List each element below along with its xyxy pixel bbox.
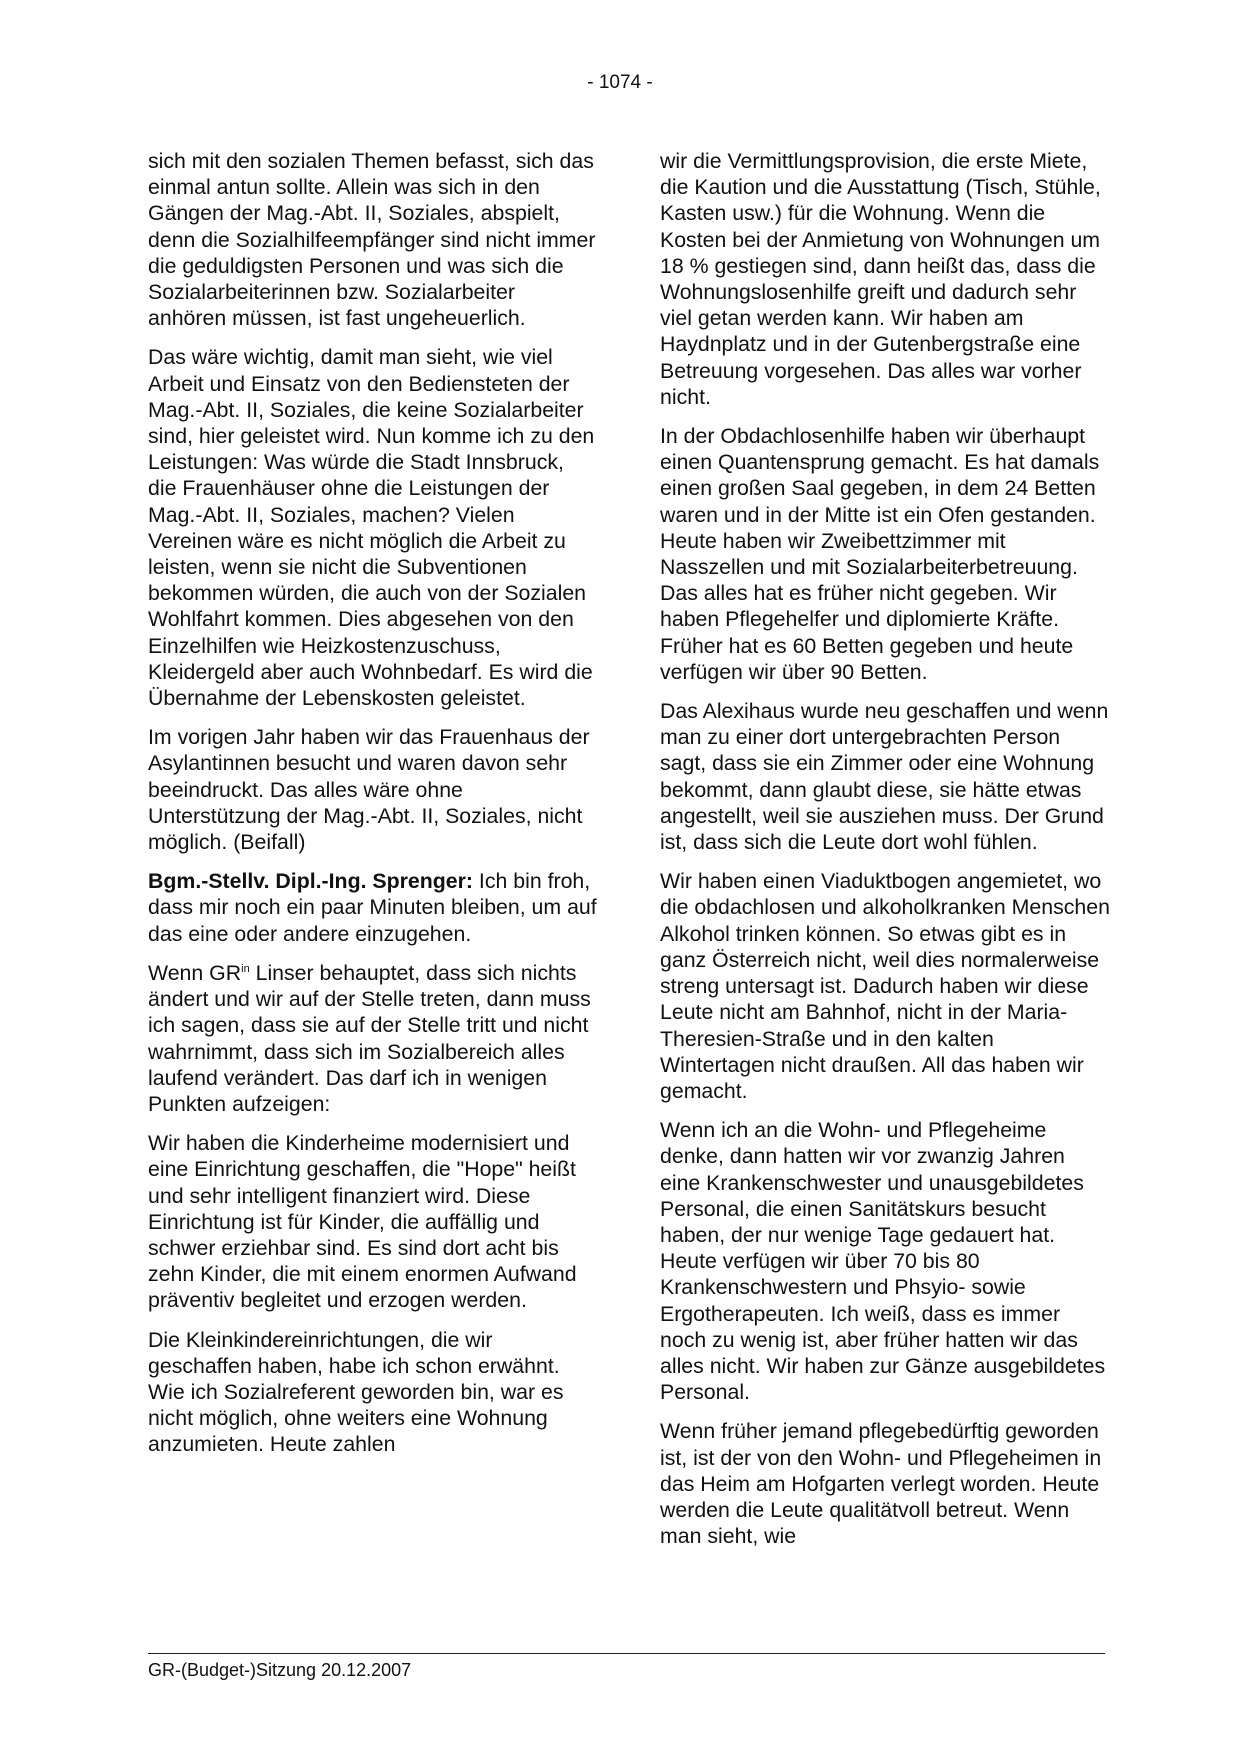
paragraph: Wir haben einen Viaduktbogen angemietet, wo die obdachlosen und alkoholkranken Menschen Alkohol trinken können. So etwas gibt es in ganz Österreich nicht, weil dies normalerweise streng untersagt ist. Dadurch haben wir diese Leute nicht am Bahnhof, nicht in der Maria-Theresien-Straße und in den kalten Wintertagen nicht draußen. All das haben wir gemacht.	[660, 869, 1110, 1103]
paragraph-text-start: Wenn GR	[148, 960, 242, 985]
paragraph: In der Obdachlosenhilfe haben wir überhaupt einen Quantensprung gemacht. Es hat damals einen großen Saal gegeben, in dem 24 Betten waren und in der Mitte ist ein Ofen gestanden. Heute haben wir Zweibettzimmer mit Nasszellen und mit Sozialarbeiterbetreuung. Das alles hat es früher nicht gegeben. Wir haben Pflegehelfer und diplomierte Kräfte. Früher hat es 60 Betten gegeben und heute verfügen wir über 90 Betten.	[660, 424, 1100, 684]
page-number: - 1074 -	[587, 72, 653, 93]
paragraph: Das wäre wichtig, damit man sieht, wie viel Arbeit und Einsatz von den Bediensteten der Mag.-Abt. II, Soziales, die keine Sozialarbeiter sind, hier geleistet wird. Nun komme ich zu den Leistungen: Was würde die Stadt Innsbruck, die Frauenhäuser ohne die Leistungen der Mag.-Abt. II, Soziales, machen? Vielen Vereinen wäre es nicht möglich die Arbeit zu leisten, wenn sie nicht die Subventionen bekommen würden, die auch von der Sozialen Wohlfahrt kommen. Dies abgesehen von den Einzelhilfen wie Heizkostenzuschuss, Kleidergeld aber auch Wohnbedarf. Es wird die Übernahme der Lebenskosten geleistet.	[148, 345, 595, 711]
superscript: in	[241, 962, 250, 975]
paragraph: Wir haben die Kinderheime modernisiert und eine Einrichtung geschaffen, die "Hope" heißt und sehr intelligent finanziert wird. Diese Einrichtung ist für Kinder, die auffällig und schwer erziehbar sind. Es sind dort acht bis zehn Kinder, die mit einem enormen Aufwand präventiv begleitet und erzogen werden.	[148, 1131, 577, 1313]
paragraph: Das Alexihaus wurde neu geschaffen und wenn man zu einer dort untergebrachten Person sagt, dass sie ein Zimmer oder eine Wohnung bekommt, dann glaubt diese, sie hätte etwas angestellt, weil sie ausziehen muss. Der Grund ist, dass sich die Leute dort wohl fühlen.	[660, 699, 1109, 855]
left-column	[148, 148, 598, 1471]
speaker-name: Bgm.-Stellv. Dipl.-Ing. Sprenger:	[148, 869, 473, 894]
paragraph: Die Kleinkindereinrichtungen, die wir geschaffen haben, habe ich schon erwähnt. Wie ich Sozialreferent geworden bin, war es nicht möglich, ohne weiters eine Wohnung anzumieten. Heute zahlen	[148, 1327, 564, 1457]
speaker-paragraph	[148, 868, 598, 947]
paragraph: Im vorigen Jahr haben wir das Frauenhaus der Asylantinnen besucht und waren davon sehr beeindruckt. Das alles wäre ohne Unterstützung der Mag.-Abt. II, Soziales, nicht möglich. (Beifall)	[148, 725, 590, 855]
paragraph: sich mit den sozialen Themen befasst, sich das einmal antun sollte. Allein was sich in den Gängen der Mag.-Abt. II, Soziales, abspielt, denn die Sozialhilfeempfänger sind nicht immer die geduldigsten Personen und was sich die Sozialarbeiterinnen bzw. Sozialarbeiter anhören müssen, ist fast ungeheuerlich.	[148, 149, 596, 331]
paragraph: Wenn ich an die Wohn- und Pflegeheime denke, dann hatten wir vor zwanzig Jahren eine Krankenschwester und unausgebildetes Personal, die einen Sanitätskurs besucht haben, der nur wenige Tage gedauert hat. Heute verfügen wir über 70 bis 80 Krankenschwestern und Phsyio- sowie Ergotherapeuten. Ich weiß, dass es immer noch zu wenig ist, aber früher hatten wir das alles nicht. Wir haben zur Gänze ausgebildetes Personal.	[660, 1118, 1106, 1405]
paragraph-text-rest: Linser behauptet, dass sich nichts ändert und wir auf der Stelle treten, dann muss ich sagen, dass sie auf der Stelle tritt und nicht wahrnimmt, dass sich im Sozialbereich alles laufend verändert. Das darf ich in wenigen Punkten aufzeigen:	[148, 960, 591, 1116]
paragraph: Wenn früher jemand pflegebedürftig geworden ist, ist der von den Wohn- und Pflegeheimen in das Heim am Hofgarten verlegt worden. Heute werden die Leute qualitätvoll betreut. Wenn man sieht, wie	[660, 1419, 1102, 1549]
paragraph	[148, 960, 598, 1117]
footer-divider	[148, 1653, 1105, 1654]
speaker-text: Ich bin froh, dass mir noch ein paar Minuten bleiben, um auf das eine oder andere einzugehen.	[148, 869, 597, 946]
paragraph: wir die Vermittlungsprovision, die erste Miete, die Kaution und die Ausstattung (Tisch, Stühle, Kasten usw.) für die Wohnung. Wenn die Kosten bei der Anmietung von Wohnungen um 18 % gestiegen sind, dann heißt das, dass die Wohnungslosenhilfe greift und dadurch sehr viel getan werden kann. Wir haben am Haydnplatz und in der Gutenbergstraße eine Betreuung vorgesehen. Das alles war vorher nicht.	[660, 149, 1101, 409]
footer-text: GR-(Budget-)Sitzung 20.12.2007	[148, 1660, 412, 1680]
right-column	[660, 148, 1110, 1562]
